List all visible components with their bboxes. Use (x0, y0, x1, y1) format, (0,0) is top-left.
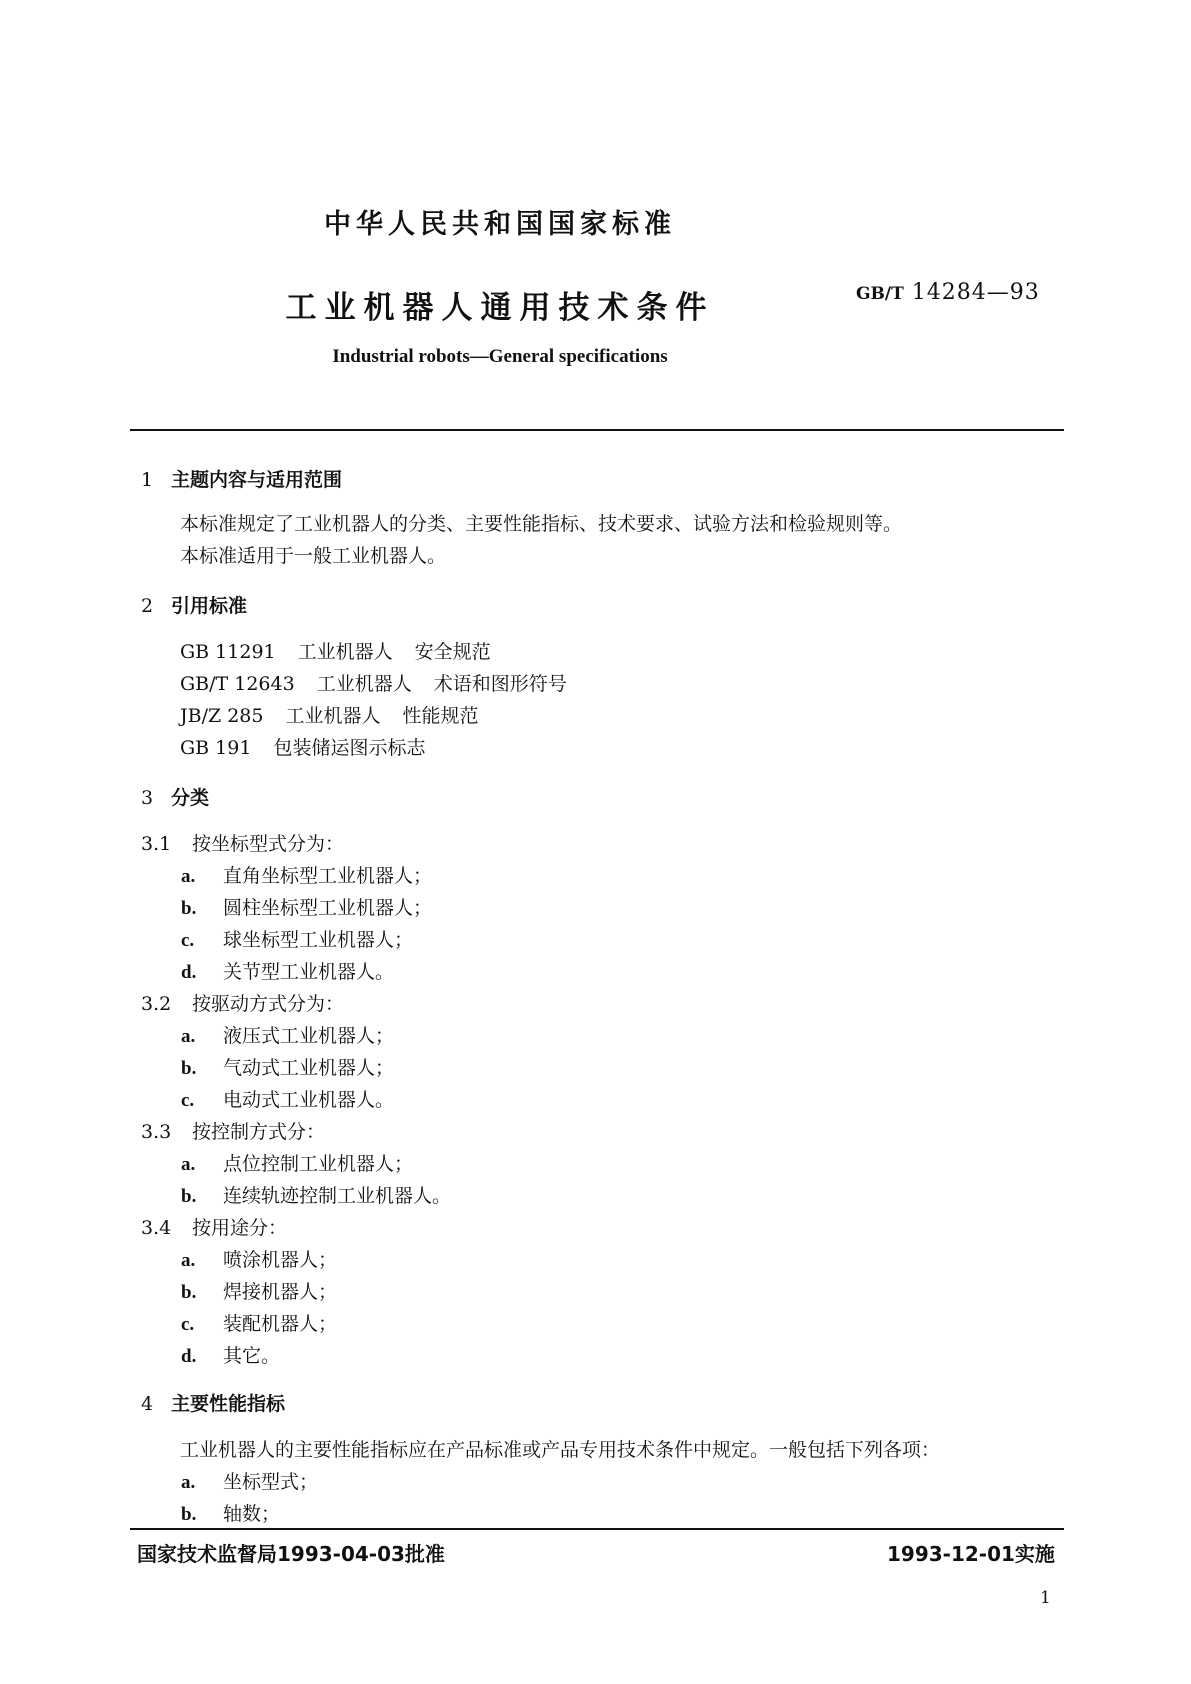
list-text: 其它。 (223, 1345, 281, 1367)
list-text: 连续轨迹控制工业机器人。 (223, 1185, 452, 1207)
list-text: 点位控制工业机器人； (223, 1153, 414, 1175)
reference-desc: 安全规范 (414, 641, 491, 663)
reference-name: 工业机器人 (297, 641, 393, 663)
list-item (181, 1181, 451, 1208)
list-item (181, 1245, 337, 1272)
standard-code (856, 280, 1040, 305)
paragraph: 工业机器人的主要性能指标应在产品标准或产品专用技术条件中规定。一般包括下列各项： (180, 1439, 941, 1461)
list-item (181, 1499, 280, 1526)
list-marker: a. (181, 1250, 196, 1271)
effective-date: 1993-12-01实施 (887, 1542, 1055, 1566)
list-marker: a. (181, 1026, 196, 1047)
paragraph: 本标准规定了工业机器人的分类、主要性能指标、技术要求、试验方法和检验规则等。 (180, 513, 903, 535)
section-title: 引用标准 (171, 595, 248, 617)
list-item (181, 925, 413, 952)
list-item (181, 1053, 394, 1080)
subsection-title: 按用途分： (192, 1217, 288, 1239)
list-item (181, 1309, 337, 1336)
list-text: 坐标型式； (223, 1471, 319, 1493)
section-heading-4 (141, 1389, 285, 1416)
subsection-title: 按控制方式分： (192, 1121, 326, 1143)
section-heading-2 (141, 591, 247, 618)
list-marker: b. (181, 1282, 197, 1303)
list-marker: c. (181, 1314, 195, 1335)
list-marker: a. (181, 866, 196, 887)
section-number: 4 (141, 1393, 154, 1415)
reference-item (180, 733, 425, 760)
list-marker: b. (181, 898, 197, 919)
subsection-heading (141, 829, 344, 856)
list-text: 球坐标型工业机器人； (223, 929, 414, 951)
list-marker: d. (181, 962, 197, 983)
subsection-title: 按坐标型式分为： (192, 833, 345, 855)
list-marker: c. (181, 1090, 195, 1111)
list-text: 喷涂机器人； (223, 1249, 338, 1271)
list-text: 气动式工业机器人； (223, 1057, 395, 1079)
subsection-heading (141, 1117, 325, 1144)
section-number: 3 (141, 787, 154, 809)
list-item (181, 1341, 280, 1368)
section-number: 2 (141, 595, 154, 617)
list-marker: b. (181, 1058, 197, 1079)
list-text: 直角坐标型工业机器人； (223, 865, 433, 887)
reference-name: 工业机器人 (285, 705, 381, 727)
list-marker: b. (181, 1504, 197, 1525)
subsection-heading (141, 989, 344, 1016)
list-item (181, 1277, 337, 1304)
reference-name: 包装储运图示标志 (273, 737, 426, 759)
list-text: 装配机器人； (223, 1313, 338, 1335)
page-number: 1 (1040, 1588, 1051, 1608)
list-item (181, 893, 432, 920)
list-item (181, 1149, 413, 1176)
national-standard-heading: 中华人民共和国国家标准 (324, 209, 676, 240)
header-divider (130, 429, 1064, 431)
list-item (181, 957, 394, 984)
document-title: 工业机器人通用技术条件 (285, 290, 715, 326)
list-marker: a. (181, 1472, 196, 1493)
reference-code: JB/Z 285 (180, 705, 264, 727)
subsection-heading (141, 1213, 287, 1240)
list-marker: b. (181, 1186, 197, 1207)
reference-item (180, 701, 479, 728)
section-title: 主要性能指标 (171, 1393, 286, 1415)
reference-name: 工业机器人 (316, 673, 412, 695)
subsection-number: 3.4 (141, 1217, 172, 1239)
approval-date: 国家技术监督局1993-04-03批准 (137, 1542, 445, 1566)
subsection-title: 按驱动方式分为： (192, 993, 345, 1015)
list-text: 液压式工业机器人； (223, 1025, 395, 1047)
list-marker: a. (181, 1154, 196, 1175)
list-text: 轴数； (223, 1503, 281, 1525)
section-heading-1 (141, 465, 342, 492)
section-heading-3 (141, 783, 209, 810)
reference-item (180, 669, 567, 696)
paragraph: 本标准适用于一般工业机器人。 (180, 545, 447, 567)
list-item (181, 1021, 394, 1048)
section-title: 主题内容与适用范围 (171, 469, 343, 491)
reference-desc: 术语和图形符号 (433, 673, 567, 695)
reference-code: GB 11291 (180, 641, 276, 663)
subsection-number: 3.2 (141, 993, 172, 1015)
section-title: 分类 (171, 787, 210, 809)
list-text: 电动式工业机器人。 (223, 1089, 395, 1111)
standard-code-prefix: GB/T (856, 284, 904, 304)
standard-code-number: 14284—93 (911, 280, 1040, 305)
list-item (181, 861, 432, 888)
reference-desc: 性能规范 (402, 705, 479, 727)
reference-code: GB/T 12643 (180, 673, 295, 695)
footer-divider (130, 1528, 1064, 1530)
list-text: 圆柱坐标型工业机器人； (223, 897, 433, 919)
list-item (181, 1467, 318, 1494)
list-marker: d. (181, 1346, 197, 1367)
list-text: 关节型工业机器人。 (223, 961, 395, 983)
subsection-number: 3.1 (141, 833, 172, 855)
list-item (181, 1085, 394, 1112)
subsection-number: 3.3 (141, 1121, 172, 1143)
list-marker: c. (181, 930, 195, 951)
reference-item (180, 637, 491, 664)
list-text: 焊接机器人； (223, 1281, 338, 1303)
reference-code: GB 191 (180, 737, 252, 759)
english-title: Industrial robots—General specifications (332, 346, 668, 367)
section-number: 1 (141, 469, 154, 491)
